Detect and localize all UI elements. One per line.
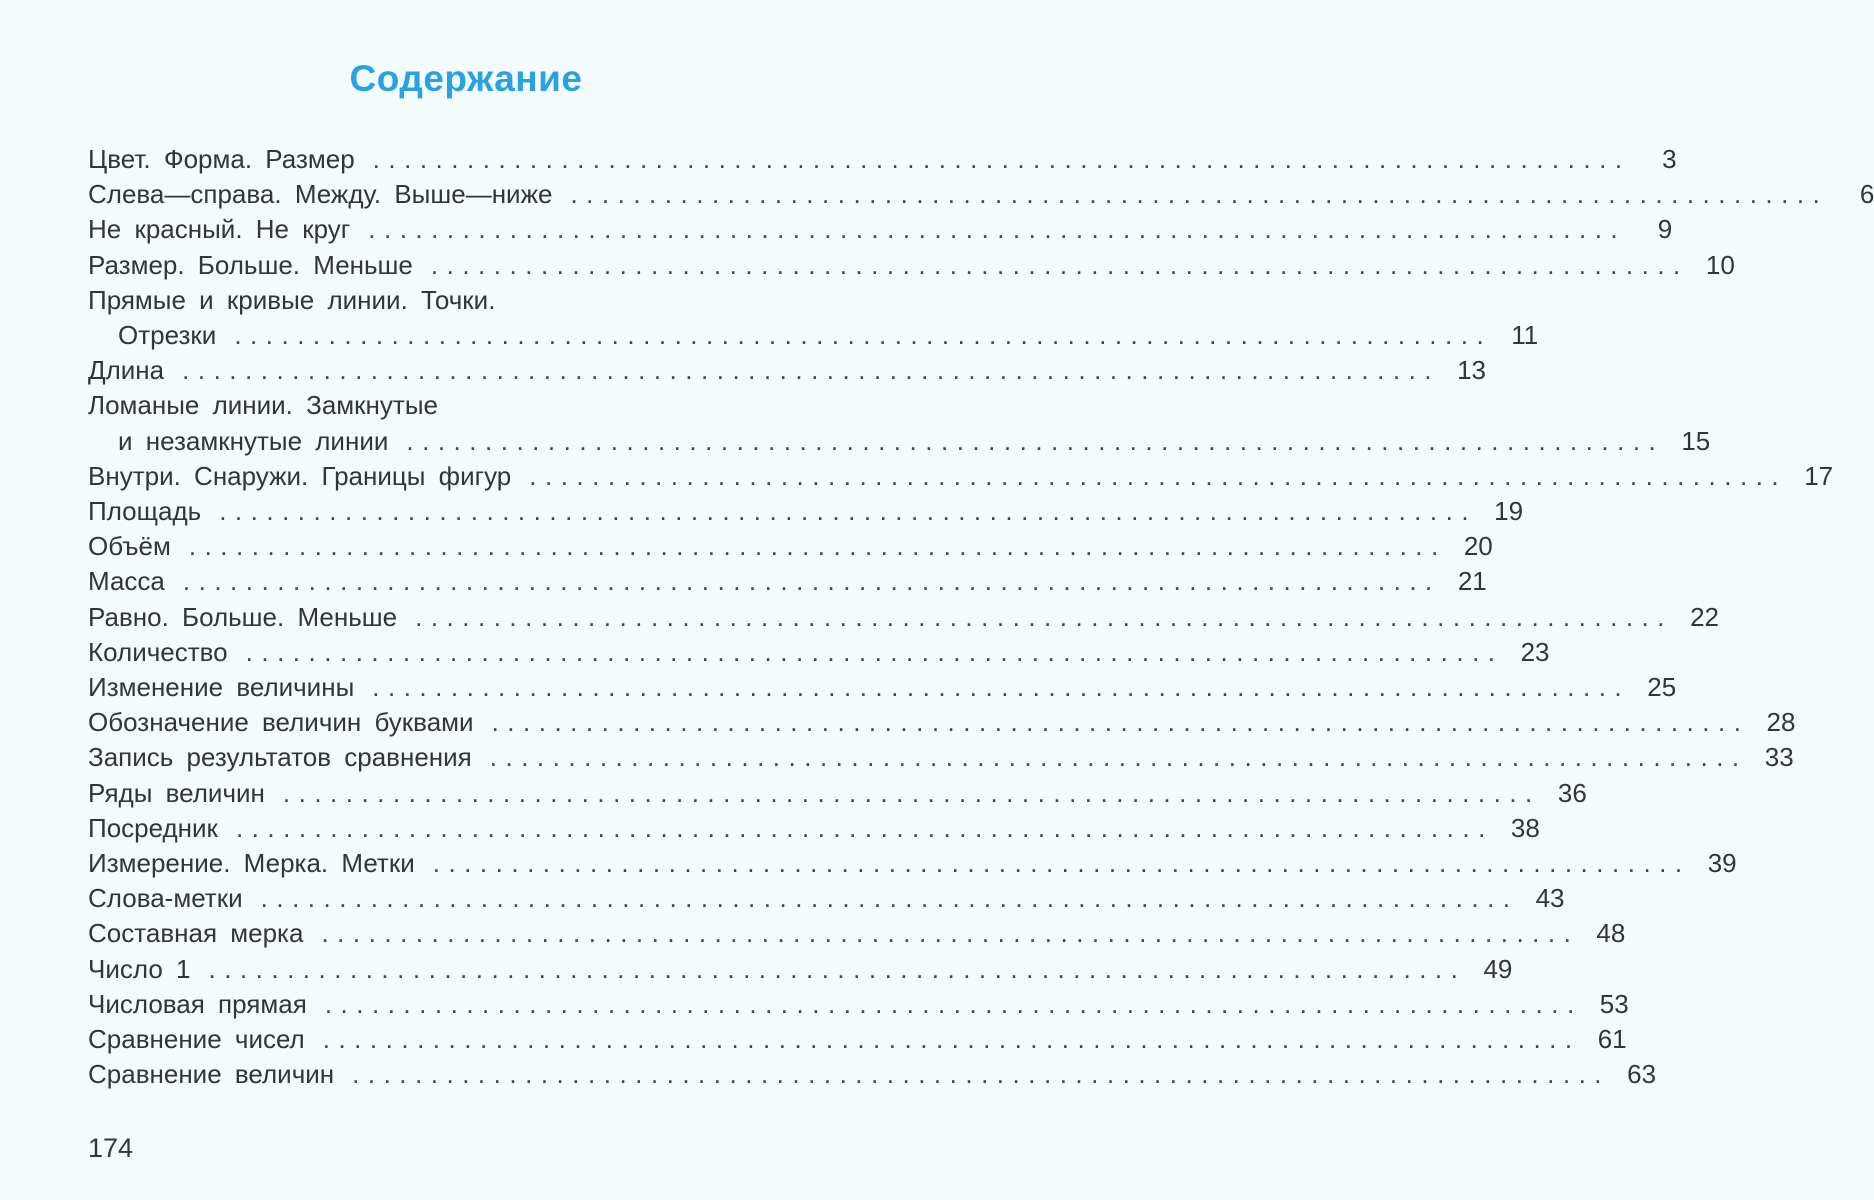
toc-entry-title: Равно. Больше. Меньше (88, 601, 398, 632)
toc-entry-title: Слова-метки (88, 883, 243, 914)
toc-entry-title: Размер. Больше. Меньше (88, 249, 413, 280)
toc-entry-title: Запись результатов сравнения (88, 742, 472, 773)
toc-entry-page: 53 (1599, 988, 1629, 1019)
dot-leader: ................................................................................ (372, 144, 1631, 174)
dot-leader: ................................................................................ (352, 1059, 1611, 1090)
toc-entry-title: Числовая прямая (88, 988, 307, 1019)
toc-entry-page: 22 (1690, 601, 1719, 632)
dot-leader: ................................................................................ (324, 988, 1583, 1019)
toc-entry (88, 740, 1794, 775)
toc-entry (88, 952, 1513, 987)
toc-entry-title: Сравнение величин (88, 1059, 335, 1090)
dot-leader: ................................................................................ (489, 742, 1748, 773)
toc-entry-page: 49 (1483, 953, 1513, 984)
dot-leader: ................................................................................ (182, 566, 1441, 597)
toc-entry-page: 15 (1681, 425, 1711, 456)
dot-leader: ................................................................................ (282, 777, 1541, 808)
toc-entry-page: 3 (1662, 144, 1677, 174)
toc-entry-title: Отрезки (118, 320, 217, 350)
dot-leader: ................................................................................ (208, 953, 1467, 984)
toc-entry-page: 33 (1764, 742, 1794, 773)
toc-entry-title: Ряды величин (88, 777, 265, 808)
toc-entry-title: Масса (88, 566, 165, 597)
toc-entry-title: Прямые и кривые линии. Точки. (88, 284, 496, 315)
toc-entry (88, 177, 1874, 212)
toc-entry (88, 564, 1487, 599)
toc-entry-title: Не красный. Не круг (88, 214, 351, 245)
toc-entry (88, 388, 840, 423)
toc-entry (88, 705, 1796, 740)
dot-leader: ................................................................................ (570, 179, 1829, 210)
dot-leader: ................................................................................ (234, 320, 1493, 350)
dot-leader: ................................................................................ (235, 812, 1494, 843)
dot-leader: ................................................................................ (415, 601, 1673, 632)
toc-entry (88, 494, 1524, 529)
toc-entry-page: 39 (1707, 848, 1737, 878)
toc-entry-page: 9 (1657, 214, 1673, 245)
toc-entry (88, 600, 1719, 635)
toc-entry-title: Изменение величины (88, 672, 355, 702)
toc-entry-page: 11 (1511, 320, 1539, 350)
toc-entry-page: 13 (1457, 355, 1487, 386)
toc-entry (88, 881, 1565, 916)
toc-entry (88, 670, 1677, 705)
toc-entry-page: 20 (1463, 531, 1493, 562)
toc-entry-title: Составная мерка (88, 918, 304, 949)
toc-entry (88, 916, 1626, 951)
toc-entry (88, 353, 1487, 388)
toc-entry-page: 6 (1859, 179, 1874, 210)
dot-leader: ................................................................................ (491, 707, 1750, 738)
toc-entry-title: Внутри. Снаружи. Границы фигур (88, 460, 512, 491)
dot-leader: ................................................................................ (406, 425, 1665, 456)
toc-entry (88, 987, 1629, 1022)
toc-entry-page: 23 (1520, 636, 1550, 667)
toc-entry (88, 635, 1550, 670)
toc-entry-title: Ломаные линии. Замкнутые (88, 390, 438, 421)
dot-leader: ................................................................................ (260, 883, 1519, 914)
toc-entry (88, 1057, 1657, 1092)
dot-leader: ................................................................................ (245, 636, 1504, 667)
dot-leader: ................................................................................ (188, 531, 1447, 562)
dot-leader: ................................................................................ (432, 848, 1691, 878)
dot-leader: ................................................................................ (322, 1024, 1581, 1054)
toc-entry-page: 25 (1647, 672, 1677, 702)
toc-entry (88, 1022, 1627, 1057)
toc-entry-title: Слева—справа. Между. Выше—ниже (88, 179, 553, 210)
toc-entry-page: 61 (1597, 1024, 1627, 1054)
toc-entry-page: 28 (1766, 707, 1796, 738)
toc-entry-page: 38 (1510, 812, 1540, 843)
toc-entry (88, 846, 1737, 881)
toc-entry-page: 19 (1494, 496, 1524, 526)
toc-entry-page: 21 (1457, 566, 1487, 597)
dot-leader: ................................................................................ (529, 460, 1788, 491)
page-number: 174 (88, 1133, 134, 1163)
toc-entry (88, 318, 1539, 353)
dot-leader: ................................................................................ (368, 214, 1627, 245)
toc-entry-title: Объём (88, 531, 171, 562)
dot-leader: ................................................................................ (430, 249, 1689, 280)
toc-entry (88, 212, 1673, 247)
toc-entry (88, 459, 1834, 494)
toc-entry-page: 36 (1557, 777, 1587, 808)
dot-leader: ................................................................................ (372, 672, 1631, 702)
toc-entry-title: Площадь (88, 496, 202, 526)
toc-entry-title: Число 1 (88, 953, 191, 984)
toc-entry-title: Сравнение чисел (88, 1024, 305, 1054)
toc-entry-title: и незамкнутые линии (118, 425, 389, 456)
toc-entry (88, 142, 1677, 177)
toc-entry (88, 776, 1587, 811)
toc-entry (88, 424, 1711, 459)
toc-entry-page: 43 (1535, 883, 1565, 914)
toc-entry-title: Количество (88, 636, 228, 667)
toc-entry-title: Измерение. Мерка. Метки (88, 848, 415, 878)
toc-entry (88, 283, 840, 318)
toc-entry-page: 48 (1596, 918, 1626, 949)
toc-entry (88, 529, 1493, 564)
dot-leader: ................................................................................ (182, 355, 1441, 386)
dot-leader: ................................................................................ (219, 496, 1478, 526)
toc-entry-title: Посредник (88, 812, 218, 843)
toc-entry (88, 248, 1735, 283)
toc-entry-page: 10 (1705, 249, 1735, 280)
toc-entry-page: 17 (1804, 460, 1834, 491)
toc-entry (88, 811, 1540, 846)
toc-entry-title: Цвет. Форма. Размер (88, 144, 355, 174)
toc-entry-title: Длина (88, 355, 165, 386)
toc-entry-page: 63 (1627, 1059, 1657, 1090)
dot-leader: ................................................................................ (321, 918, 1580, 949)
toc-entry-title: Обозначение величин буквами (88, 707, 474, 738)
page-title: Содержание (349, 58, 583, 99)
